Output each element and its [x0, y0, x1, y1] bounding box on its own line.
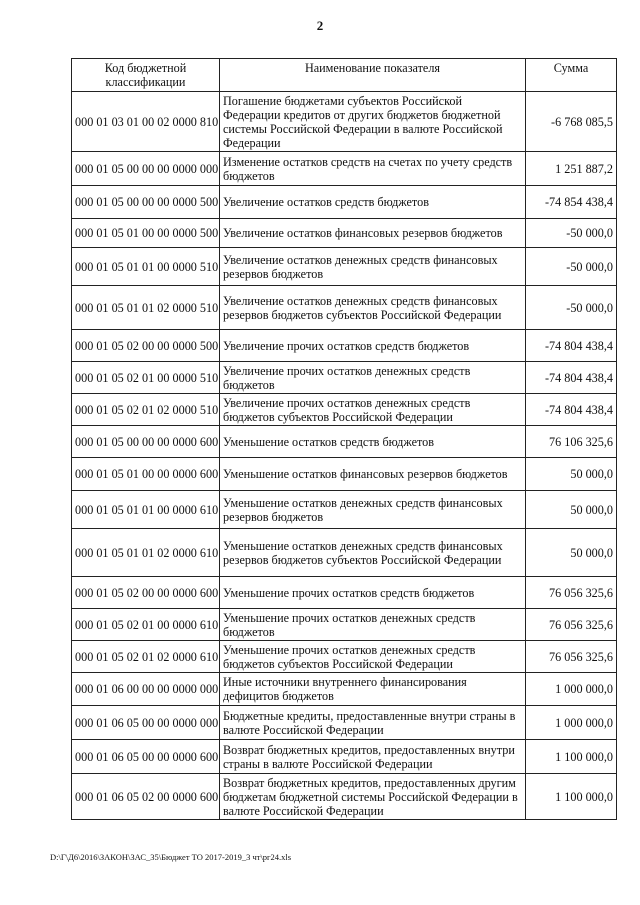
table-row	[72, 706, 617, 740]
table-row	[72, 641, 617, 673]
budget-code-cell: 000 01 05 01 00 00 0000 500	[72, 219, 220, 248]
indicator-name-cell: Увеличение прочих остатков денежных средств бюджетов субъектов Российской Федерации	[220, 394, 526, 426]
sum-cell: 1 251 887,2	[526, 152, 617, 186]
indicator-name-cell: Увеличение прочих остатков средств бюджетов	[220, 330, 526, 362]
table-row	[72, 774, 617, 820]
budget-code-cell: 000 01 05 00 00 00 0000 600	[72, 426, 220, 458]
sum-cell: 50 000,0	[526, 458, 617, 491]
indicator-name-cell: Уменьшение остатков средств бюджетов	[220, 426, 526, 458]
budget-code-cell: 000 01 05 00 00 00 0000 000	[72, 152, 220, 186]
indicator-name-cell: Уменьшение остатков финансовых резервов бюджетов	[220, 458, 526, 491]
budget-code-cell: 000 01 06 05 00 00 0000 000	[72, 706, 220, 740]
table-row	[72, 219, 617, 248]
sum-cell: -50 000,0	[526, 248, 617, 286]
sum-cell: 76 056 325,6	[526, 609, 617, 641]
table-row	[72, 577, 617, 609]
sum-cell: -50 000,0	[526, 286, 617, 330]
table-row	[72, 673, 617, 706]
indicator-name-cell: Увеличение остатков финансовых резервов бюджетов	[220, 219, 526, 248]
indicator-name-cell: Уменьшение прочих остатков денежных средств бюджетов субъектов Российской Федерации	[220, 641, 526, 673]
budget-code-cell: 000 01 05 01 01 02 0000 510	[72, 286, 220, 330]
sum-cell: 1 100 000,0	[526, 740, 617, 774]
indicator-name-cell: Уменьшение прочих остатков средств бюджетов	[220, 577, 526, 609]
budget-code-cell: 000 01 05 02 00 00 0000 500	[72, 330, 220, 362]
indicator-name-cell: Бюджетные кредиты, предоставленные внутри страны в валюте Российской Федерации	[220, 706, 526, 740]
header-code: Код бюджетной классификации	[72, 59, 220, 92]
sum-cell: 1 000 000,0	[526, 673, 617, 706]
header-sum: Сумма	[526, 59, 617, 92]
file-path-footer: D:\Г\Д6\2016\ЗАКОН\ЗАС_35\Бюджет ТО 2017-2019_3 чт\рг24.xls	[50, 852, 292, 862]
indicator-name-cell: Увеличение остатков денежных средств финансовых резервов бюджетов субъектов Российской Федерации	[220, 286, 526, 330]
indicator-name-cell: Погашение бюджетами субъектов Российской Федерации кредитов от других бюджетов бюджетной системы Российской Федерации в валюте Российской Федерации	[220, 92, 526, 152]
budget-code-cell: 000 01 05 01 01 00 0000 510	[72, 248, 220, 286]
sum-cell: -74 804 438,4	[526, 394, 617, 426]
budget-code-cell: 000 01 05 01 00 00 0000 600	[72, 458, 220, 491]
table-row	[72, 152, 617, 186]
table-row	[72, 426, 617, 458]
table-row	[72, 92, 617, 152]
budget-sources-table	[71, 58, 617, 820]
budget-code-cell: 000 01 05 02 01 00 0000 510	[72, 362, 220, 394]
budget-code-cell: 000 01 06 05 00 00 0000 600	[72, 740, 220, 774]
sum-cell: 76 056 325,6	[526, 577, 617, 609]
sum-cell: 76 106 325,6	[526, 426, 617, 458]
table-row	[72, 286, 617, 330]
table-row	[72, 330, 617, 362]
budget-code-cell: 000 01 06 05 02 00 0000 600	[72, 774, 220, 820]
table-row	[72, 458, 617, 491]
header-name: Наименование показателя	[220, 59, 526, 92]
budget-code-cell: 000 01 03 01 00 02 0000 810	[72, 92, 220, 152]
sum-cell: 1 100 000,0	[526, 774, 617, 820]
table-row	[72, 394, 617, 426]
budget-code-cell: 000 01 05 02 01 02 0000 510	[72, 394, 220, 426]
table-row	[72, 740, 617, 774]
page-number: 2	[316, 18, 324, 33]
budget-code-cell: 000 01 05 00 00 00 0000 500	[72, 186, 220, 219]
budget-code-cell: 000 01 06 00 00 00 0000 000	[72, 673, 220, 706]
indicator-name-cell: Уменьшение остатков денежных средств финансовых резервов бюджетов субъектов Российской Федерации	[220, 529, 526, 577]
table-row	[72, 491, 617, 529]
budget-code-cell: 000 01 05 02 00 00 0000 600	[72, 577, 220, 609]
sum-cell: -74 854 438,4	[526, 186, 617, 219]
table-row	[72, 248, 617, 286]
table-row	[72, 609, 617, 641]
sum-cell: 76 056 325,6	[526, 641, 617, 673]
indicator-name-cell: Возврат бюджетных кредитов, предоставленных другим бюджетам бюджетной системы Российской Федерации в валюте Российской Федерации	[220, 774, 526, 820]
table-row	[72, 362, 617, 394]
indicator-name-cell: Возврат бюджетных кредитов, предоставленных внутри страны в валюте Российской Федерации	[220, 740, 526, 774]
sum-cell: -6 768 085,5	[526, 92, 617, 152]
indicator-name-cell: Иные источники внутреннего финансирования дефицитов бюджетов	[220, 673, 526, 706]
sum-cell: -74 804 438,4	[526, 362, 617, 394]
table-row	[72, 529, 617, 577]
indicator-name-cell: Увеличение остатков денежных средств финансовых резервов бюджетов	[220, 248, 526, 286]
sum-cell: -50 000,0	[526, 219, 617, 248]
indicator-name-cell: Увеличение прочих остатков денежных средств бюджетов	[220, 362, 526, 394]
indicator-name-cell: Изменение остатков средств на счетах по учету средств бюджетов	[220, 152, 526, 186]
sum-cell: 1 000 000,0	[526, 706, 617, 740]
sum-cell: 50 000,0	[526, 491, 617, 529]
indicator-name-cell: Уменьшение прочих остатков денежных средств бюджетов	[220, 609, 526, 641]
sum-cell: 50 000,0	[526, 529, 617, 577]
table-row	[72, 186, 617, 219]
budget-code-cell: 000 01 05 01 01 00 0000 610	[72, 491, 220, 529]
budget-code-cell: 000 01 05 02 01 02 0000 610	[72, 641, 220, 673]
sum-cell: -74 804 438,4	[526, 330, 617, 362]
table-header-row	[72, 59, 617, 92]
budget-code-cell: 000 01 05 01 01 02 0000 610	[72, 529, 220, 577]
indicator-name-cell: Уменьшение остатков денежных средств финансовых резервов бюджетов	[220, 491, 526, 529]
indicator-name-cell: Увеличение остатков средств бюджетов	[220, 186, 526, 219]
budget-code-cell: 000 01 05 02 01 00 0000 610	[72, 609, 220, 641]
